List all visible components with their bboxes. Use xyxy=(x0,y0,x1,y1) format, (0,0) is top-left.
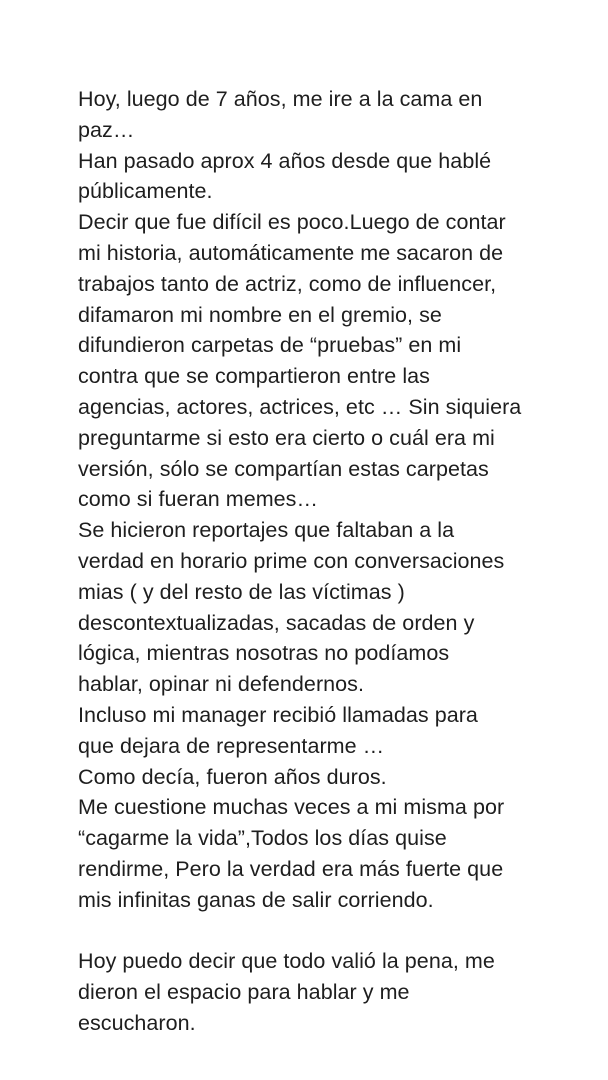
text-line: contra que se compartieron entre las xyxy=(78,364,430,389)
text-line: preguntarme si esto era cierto o cuál era mi xyxy=(78,425,495,450)
text-line: Se hicieron reportajes que faltaban a la xyxy=(78,518,455,543)
text-line: difamaron mi nombre en el gremio, se xyxy=(78,302,442,327)
text-line: Me cuestione muchas veces a mi misma por xyxy=(78,795,505,820)
text-line: difundieron carpetas de “pruebas” en mi xyxy=(78,333,462,358)
statement-text xyxy=(78,84,578,1039)
text-line: hablar, opinar ni defendernos. xyxy=(78,672,364,697)
paragraph-spacer xyxy=(78,916,578,947)
text-line: Decir que fue difícil es poco.Luego de contar xyxy=(78,210,506,235)
text-line: públicamente. xyxy=(78,179,213,204)
text-line: Han pasado aprox 4 años desde que hablé xyxy=(78,148,492,173)
text-line: rendirme, Pero la verdad era más fuerte que xyxy=(78,856,504,881)
text-line: trabajos tanto de actriz, como de influencer, xyxy=(78,271,497,296)
text-line: como si fueran memes… xyxy=(78,487,319,512)
paragraph-2 xyxy=(78,946,578,1038)
text-line: Hoy puedo decir que todo valió la pena, me xyxy=(78,949,495,974)
text-line: verdad en horario prime con conversaciones xyxy=(78,548,505,573)
text-line: Incluso mi manager recibió llamadas para xyxy=(78,702,478,727)
text-line: mi historia, automáticamente me sacaron de xyxy=(78,240,504,265)
text-line: Como decía, fueron años duros. xyxy=(78,764,387,789)
text-line: mis infinitas ganas de salir corriendo. xyxy=(78,887,434,912)
text-line: versión, sólo se compartían estas carpetas xyxy=(78,456,489,481)
text-line: mias ( y del resto de las víctimas ) xyxy=(78,579,405,604)
text-line: escucharon. xyxy=(78,1010,196,1035)
text-line: agencias, actores, actrices, etc … Sin siquiera xyxy=(78,394,522,419)
text-line: Hoy, luego de 7 años, me ire a la cama en xyxy=(78,87,483,111)
text-line: lógica, mientras nosotras no podíamos xyxy=(78,641,450,666)
text-line: descontextualizadas, sacadas de orden y xyxy=(78,610,475,635)
text-line: paz… xyxy=(78,117,135,142)
text-line: dieron el espacio para hablar y me xyxy=(78,980,410,1005)
text-line: “cagarme la vida”,Todos los días quise xyxy=(78,826,447,851)
paragraph-1 xyxy=(78,84,578,916)
text-line: que dejara de representarme … xyxy=(78,733,385,758)
